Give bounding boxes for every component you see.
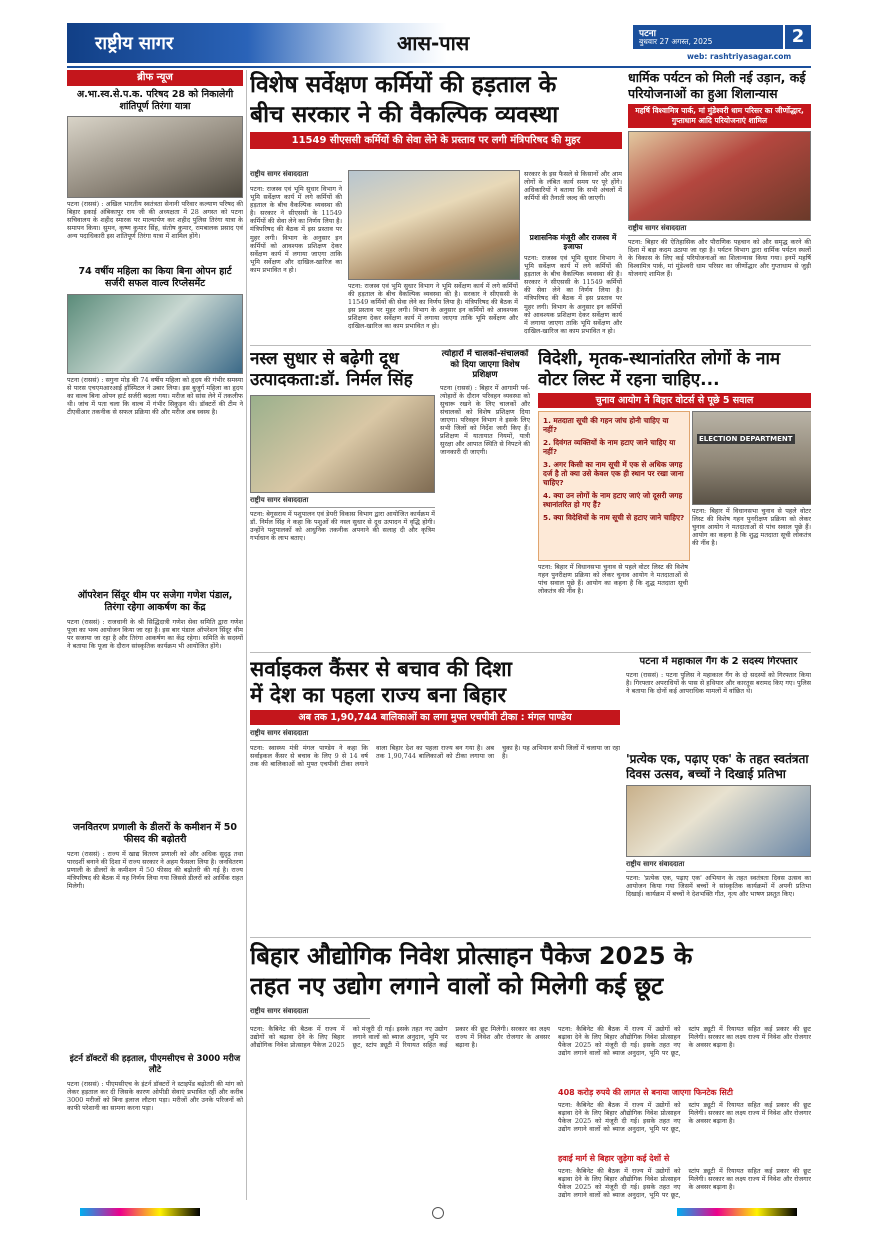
milk-byline: राष्ट्रीय सागर संवाददाता (250, 496, 435, 508)
brief-body: पटना (राससं) : अखिल भारतीय स्वतंत्रता सेनानी परिवार कल्याण परिषद की बिहार इकाई अंबिकापुर राय जी की अध्यक्षता में 28 अगस्त को पटना सचिवालय के शहीद स्मारक पर माल्यार्पण कर शहीद पुलिस तिरंगा यात्रा के समापन किया। सुमन, कृष्ण कुमार सिंह, संतोष कुमार, रामबालक प्रसाद एवं अन्य पदाधिकारी इस शांतिपूर्ण तिरंगा यात्रा में शामिल होंगे। (67, 200, 243, 241)
edition-city: पटना (639, 29, 656, 39)
lead-text-left (250, 170, 342, 342)
voter-question: 4. क्या उन लोगों के नाम हटाए जाएं जो दूसरी जगह स्थानांतरित हो गए हैं? (543, 491, 683, 509)
lead-photo (348, 170, 520, 280)
voter-body-continued: पटना: बिहार में विधानसभा चुनाव से पहले वोटर लिस्ट की विशेष गहन पुनरीक्षण प्रक्रिया को लेकर चुनाव आयोग ने मतदाताओं से पांच सवाल पूछे हैं। आयोग का कहना है कि शुद्ध मतदाता सूची लोकतंत्र की नींव है। (538, 563, 688, 596)
school-body: पटना: 'प्रत्येक एक, पढ़ाए एक' अभियान के तहत स्वतंत्रता दिवस उत्सव का आयोजन किया गया जिसमें बच्चों ने सांस्कृतिक कार्यक्रमों में अपनी प्रतिभा दिखाई। कार्यक्रम में बच्चों ने देशभक्ति गीत, नृत्य और भाषण प्रस्तुत किए। (626, 874, 811, 899)
voter-question: 1. मतदाता सूची की गहन जांच होनी चाहिए या नहीं? (543, 416, 669, 434)
industry-body: पटना: कैबिनेट की बैठक में राज्य में उद्योगों को बढ़ावा देने के लिए बिहार औद्योगिक निवेश प्रोत्साहन पैकेज 2025 को मंजूरी दी गई। इसके तहत नए उद्योग लगाने वालों को ब्याज अनुदान, भूमि पर छूट, स्टांप ड्यूटी में रियायत सहित कई प्रकार की छूट मिलेगी। सरकार का लक्ष्य राज्य में निवेश और रोजगार के अवसर बढ़ाना है। (558, 1101, 811, 1134)
paper-name-block (67, 23, 247, 63)
tourism-headline: धार्मिक पर्यटन को मिली नई उड़ान, कई परियोजनाओं का हुआ शिलान्यास (628, 70, 806, 101)
lead-subsection: प्रशासनिक मंजूरी और राजस्व में इजाफा (529, 233, 617, 251)
voter-photo-sign: ELECTION DEPARTMENT (699, 435, 793, 443)
lead-headline-1: विशेष सर्वेक्षण कर्मियों की हड़ताल के (250, 72, 557, 98)
edition-date: बुधवार 27 अगस्त, 2025 (639, 37, 713, 46)
voter-photo (692, 411, 811, 505)
voter-body: पटना: बिहार में विधानसभा चुनाव से पहले वोटर लिस्ट की विशेष गहन पुनरीक्षण प्रक्रिया को लेकर चुनाव आयोग ने मतदाताओं से पांच सवाल पूछे हैं। आयोग का कहना है कि शुद्ध मतदाता सूची लोकतंत्र की नींव है। (692, 507, 811, 548)
industry-right (558, 1025, 811, 1203)
brief-headline: ऑपरेशन सिंदूर थीम पर सजेगा गणेश पंडाल, तिरंगा रहेगा आकर्षण का केंद्र (77, 590, 233, 613)
school-headline: 'प्रत्येक एक, पढ़ाए एक' के तहत स्वतंत्रता दिवस उत्सव, बच्चों ने दिखाई प्रतिभा (626, 752, 809, 781)
industry-story (250, 941, 811, 1203)
section-rule (250, 937, 811, 938)
masthead-rule (67, 66, 811, 68)
lead-headline-2: बीच सरकार ने की वैकल्पिक व्यवस्था (250, 102, 559, 128)
lead-body-continued: पटना: राजस्व एवं भूमि सुधार विभाग ने भूमि सर्वेक्षण कार्य में लगे कर्मियों की हड़ताल के बीच वैकल्पिक व्यवस्था की है। सरकार ने सीएससी के 11549 कर्मियों की सेवा लेने का निर्णय लिया है। मंत्रिपरिषद की बैठक में इस प्रस्ताव पर मुहर लगी। विभाग के अनुसार इन कर्मियों को आवश्यक प्रशिक्षण देकर सर्वेक्षण कार्य में लगाया जाएगा ताकि भूमि सर्वेक्षण और दाखिल-खारिज का काम प्रभावित न हो। (348, 282, 518, 331)
brief-header: ब्रीफ न्यूज (67, 70, 243, 86)
cancer-bar: अब तक 1,90,744 बालिकाओं का लगा मुफ्त एचपीवी टीका : मंगल पाण्डेय (250, 710, 620, 725)
tourism-body: पटना: बिहार की ऐतिहासिक और पौराणिक पहचान को और समृद्ध करने की दिशा में बड़ा कदम उठाया जा रहा है। पर्यटन विभाग द्वारा धार्मिक पर्यटन स्थलों के विकास के लिए कई परियोजनाओं का शिलान्यास किया गया। इनमें महर्षि विश्वामित्र पार्क, मां मुंडेश्वरी धाम परिसर का जीर्णोद्धार और गुप्ताधाम से जुड़ी योजनाएं शामिल हैं। (628, 238, 811, 279)
industry-headline-1: बिहार औद्योगिक निवेश प्रोत्साहन पैकेज 2025 के (250, 942, 693, 970)
lead-body: पटना: राजस्व एवं भूमि सुधार विभाग ने भूमि सर्वेक्षण कार्य में लगे कर्मियों की हड़ताल के बीच वैकल्पिक व्यवस्था की है। सरकार ने सीएससी के 11549 कर्मियों की सेवा लेने का निर्णय लिया है। मंत्रिपरिषद की बैठक में इस प्रस्ताव पर मुहर लगी। विभाग के अनुसार इन कर्मियों को आवश्यक प्रशिक्षण देकर सर्वेक्षण कार्य में लगाया जाएगा ताकि भूमि सर्वेक्षण और दाखिल-खारिज का काम प्रभावित न हो। (524, 254, 622, 335)
industry-body: पटना: कैबिनेट की बैठक में राज्य में उद्योगों को बढ़ावा देने के लिए बिहार औद्योगिक निवेश प्रोत्साहन पैकेज 2025 को मंजूरी दी गई। इसके तहत नए उद्योग लगाने वालों को ब्याज अनुदान, भूमि पर छूट, स्टांप ड्यूटी में रियायत सहित कई प्रकार की छूट मिलेगी। सरकार का लक्ष्य राज्य में निवेश और रोजगार के अवसर बढ़ाना है। (250, 1025, 550, 1050)
cancer-story (250, 656, 620, 934)
registration-mark (432, 1207, 444, 1219)
cancer-headline-2: में देश का पहला राज्य बना बिहार (250, 683, 507, 707)
industry-body: पटना: कैबिनेट की बैठक में राज्य में उद्योगों को बढ़ावा देने के लिए बिहार औद्योगिक निवेश प्रोत्साहन पैकेज 2025 को मंजूरी दी गई। इसके तहत नए उद्योग लगाने वालों को ब्याज अनुदान, भूमि पर छूट, स्टांप ड्यूटी में रियायत सहित कई प्रकार की छूट मिलेगी। सरकार का लक्ष्य राज्य में निवेश और रोजगार के अवसर बढ़ाना है। (558, 1167, 811, 1200)
lead-story (250, 70, 622, 342)
section-rule (250, 345, 811, 346)
tourism-photo (628, 131, 811, 221)
festival-body: पटना (राससं) : बिहार में आगामी पर्व-त्योहारों के दौरान परिवहन व्यवस्था को सुचारू रखने के लिए चालकों और संचालकों को विशेष प्रशिक्षण दिया जाएगा। परिवहन विभाग ने इसके लिए सभी जिलों को निर्देश जारी किए हैं। प्रशिक्षण में यातायात नियमों, यात्री सुरक्षा और आपात स्थिति से निपटने की जानकारी दी जाएगी। (440, 383, 530, 457)
brief-photo-1 (67, 116, 243, 198)
voter-question: 3. अगर किसी का नाम सूची में एक से अधिक जगह दर्ज है तो क्या उसे केवल एक ही स्थान पर रखा जाना चाहिए? (543, 460, 684, 487)
brief-headline: अ.भा.स्व.से.प.क. परिषद 28 को निकालेगी शांतिपूर्ण तिरंगा यात्रा (76, 89, 234, 112)
lead-body: पटना: राजस्व एवं भूमि सुधार विभाग ने भूमि सर्वेक्षण कार्य में लगे कर्मियों की हड़ताल के बीच वैकल्पिक व्यवस्था की है। सरकार ने सीएससी के 11549 कर्मियों की सेवा लेने का निर्णय लिया है। मंत्रिपरिषद की बैठक में इस प्रस्ताव पर मुहर लगी। विभाग के अनुसार इन कर्मियों को आवश्यक प्रशिक्षण देकर सर्वेक्षण कार्य में लगाया जाएगा ताकि भूमि सर्वेक्षण और दाखिल-खारिज का काम प्रभावित न हो। (250, 185, 342, 274)
edition-box (633, 25, 783, 49)
gang-body: पटना (राससं) : पटना पुलिस ने महाकाल गैंग के दो सदस्यों को गिरफ्तार किया है। गिरफ्तार अपराधियों के पास से हथियार और कारतूस बरामद किए गए। पुलिस ने बताया कि दोनों कई आपराधिक मामलों में वांछित थे। (626, 671, 811, 696)
cancer-headline-1: सर्वाइकल कैंसर से बचाव की दिशा (250, 657, 512, 681)
milk-headline: नस्ल सुधार से बढ़ेगी दूध उत्पादकता:डॉ. निर्मल सिंह (250, 349, 413, 390)
industry-body: पटना: कैबिनेट की बैठक में राज्य में उद्योगों को बढ़ावा देने के लिए बिहार औद्योगिक निवेश प्रोत्साहन पैकेज 2025 को मंजूरी दी गई। इसके तहत नए उद्योग लगाने वालों को ब्याज अनुदान, भूमि पर छूट, स्टांप ड्यूटी में रियायत सहित कई प्रकार की छूट मिलेगी। सरकार का लक्ष्य राज्य में निवेश और रोजगार के अवसर बढ़ाना है। (558, 1025, 811, 1058)
brief-body: पटना (राससं) : सगुना मोड़ की 74 वर्षीय महिला को हृदय की गंभीर समस्या से पारस एचएमआरआई हॉस्पिटल ने उबार लिया। इस बुजुर्ग महिला का हृदय का वाल्व बिना ओपन हार्ट सर्जरी बदला गया। मरीज को सांस लेने में तकलीफ थी। जांच में पता चला कि वाल्व में गंभीर सिकुड़न थी। डॉक्टरों की टीम ने टीएवीआर तकनीक से सफल प्रक्रिया की और मरीज अब स्वस्थ है। (67, 376, 243, 417)
brief-body: पटना (राससं) : पीएमसीएच के इंटर्न डॉक्टरों ने स्टाइपेंड बढ़ोतरी की मांग को लेकर हड़ताल कर दी जिसके कारण ओपीडी सेवाएं प्रभावित रहीं और करीब 3000 मरीजों को बिना इलाज लौटना पड़ा। मरीजों और उनके परिजनों को काफी परेशानी का सामना करना पड़ा। (67, 1080, 243, 1113)
cancer-byline: राष्ट्रीय सागर संवाददाता (250, 729, 370, 741)
tourism-subhead: महर्षि विश्वामित्र पार्क, मां मुंडेश्वरी धाम परिसर का जीर्णोद्धार, गुप्ताधाम आदि परियोजनाएं शामिल (628, 104, 811, 128)
industry-byline: राष्ट्रीय सागर संवाददाता (250, 1007, 370, 1019)
cancer-body: पटना: स्वास्थ्य मंत्री मंगल पाण्डेय ने कहा कि सर्वाइकल कैंसर से बचाव के लिए 9 से 14 वर्ष तक की बालिकाओं को मुफ्त एचपीवी टीका लगाने वाला बिहार देश का पहला राज्य बन गया है। अब तक 1,90,744 बालिकाओं को टीका लगाया जा चुका है। यह अभियान सभी जिलों में चलाया जा रहा है। (250, 744, 620, 769)
milk-body: पटना: बेगूसराय में पशुपालन एवं डेयरी विकास विभाग द्वारा आयोजित कार्यक्रम में डॉ. निर्मल सिंह ने कहा कि पशुओं की नस्ल सुधार से दूध उत्पादन में वृद्धि होगी। उन्होंने पशुपालकों को आधुनिक तकनीक अपनाने की सलाह दी और कृत्रिम गर्भाधान के लाभ बताए। (250, 510, 435, 543)
industry-headline-2: तहत नए उद्योग लगाने वालों को मिलेगी कई छूट (250, 972, 664, 1000)
lead-byline: राष्ट्रीय सागर संवाददाता (250, 170, 342, 182)
industry-subhead: 408 करोड़ रुपये की लागत से बनाया जाएगा फिनटेक सिटी (558, 1088, 733, 1097)
column-rule (246, 70, 247, 1200)
voter-bar: चुनाव आयोग ने बिहार वोटर्स से पूछे 5 सवाल (538, 393, 811, 408)
brief-body: पटना (राससं) : राज्य में खाद्य वितरण प्रणाली को और अधिक सुदृढ़ तथा पारदर्शी बनाने की दिशा में राज्य सरकार ने अहम फैसला लिया है। जनवितरण प्रणाली के डीलरों के कमीशन में 50 फीसद की बढ़ोतरी की गई है। राज्य मंत्रिपरिषद की बैठक में यह निर्णय लिया गया जिससे डीलरों को आर्थिक राहत मिलेगी। (67, 850, 243, 891)
voter-story (538, 349, 811, 649)
voter-headline: विदेशी, मृतक-स्थानांतरित लोगों के नाम वोटर लिस्ट में रहना चाहिए... (538, 349, 781, 390)
festival-story (440, 349, 530, 649)
festival-headline: त्योहारों में चालकों-संचालकों को दिया जाएगा विशेष प्रशिक्षण (441, 349, 529, 380)
brief-headline: जनवितरण प्रणाली के डीलरों के कमीशन में 50 फीसद की बढ़ोतरी (72, 822, 237, 845)
voter-question: 5. क्या विदेशियों के नाम सूची से हटाए जाने चाहिए? (543, 513, 685, 522)
milk-photo (250, 395, 435, 493)
school-photo (626, 785, 811, 857)
lead-body: सरकार के इस फैसले से किसानों और आम लोगों के लंबित कार्य समय पर पूरे होंगे। अधिकारियों ने बताया कि सभी अंचलों में कर्मियों की तैनाती जल्द की जाएगी। (524, 170, 622, 203)
voter-questions-box (538, 411, 690, 561)
paper-name: राष्ट्रीय सागर (95, 33, 174, 54)
gang-headline: पटना में महाकाल गैंग के 2 सदस्य गिरफ्तार (639, 656, 798, 667)
gang-story (626, 656, 811, 748)
school-byline: राष्ट्रीय सागर संवाददाता (626, 860, 811, 872)
voter-question: 2. दिवंगत व्यक्तियों के नाम हटाए जाने चाहिए या नहीं? (543, 438, 676, 456)
footer-color-strip (677, 1208, 797, 1216)
lead-text-right (524, 170, 622, 342)
tourism-byline: राष्ट्रीय सागर संवाददाता (628, 224, 811, 236)
brief-photo-2 (67, 294, 243, 374)
lead-subhead: 11549 सीएससी कर्मियों की सेवा लेने के प्रस्ताव पर लगी मंत्रिपरिषद की मुहर (250, 132, 622, 149)
page-number: 2 (785, 25, 811, 49)
footer-color-strip (80, 1208, 200, 1216)
section-rule (250, 652, 811, 653)
brief-headline: 74 वर्षीय महिला का किया बिना ओपन हार्ट सर्जरी सफल वाल्व रिप्लेसमेंट (78, 266, 232, 289)
masthead (67, 23, 811, 63)
industry-subhead: हवाई मार्ग से बिहार जुड़ेगा कई देशों से (558, 1154, 670, 1163)
milk-story (250, 349, 435, 649)
tourism-story (628, 70, 811, 342)
brief-body: पटना (राससं) : राजधानी के श्री सिद्धिदात्री गणेश सेवा समिति द्वारा गणेश पूजा का भव्य आयोजन किया जा रहा है। इस बार पंडाल ऑपरेशन सिंदूर थीम पर सजाया जा रहा है और तिरंगा आकर्षण का केंद्र रहेगा। समिति के सदस्यों ने बताया कि पूजा के दौरान सांस्कृतिक कार्यक्रम भी आयोजित होंगे। (67, 618, 243, 651)
brief-column (67, 70, 243, 1200)
school-story (626, 752, 811, 934)
brief-headline: इंटर्न डॉक्टरों की हड़ताल, पीएमसीएच से 3000 मरीज लौटे (69, 1054, 241, 1075)
section-name: आस-पास (397, 31, 470, 55)
website: web: rashtriyasagar.com (687, 52, 792, 61)
voter-questions (543, 416, 685, 522)
